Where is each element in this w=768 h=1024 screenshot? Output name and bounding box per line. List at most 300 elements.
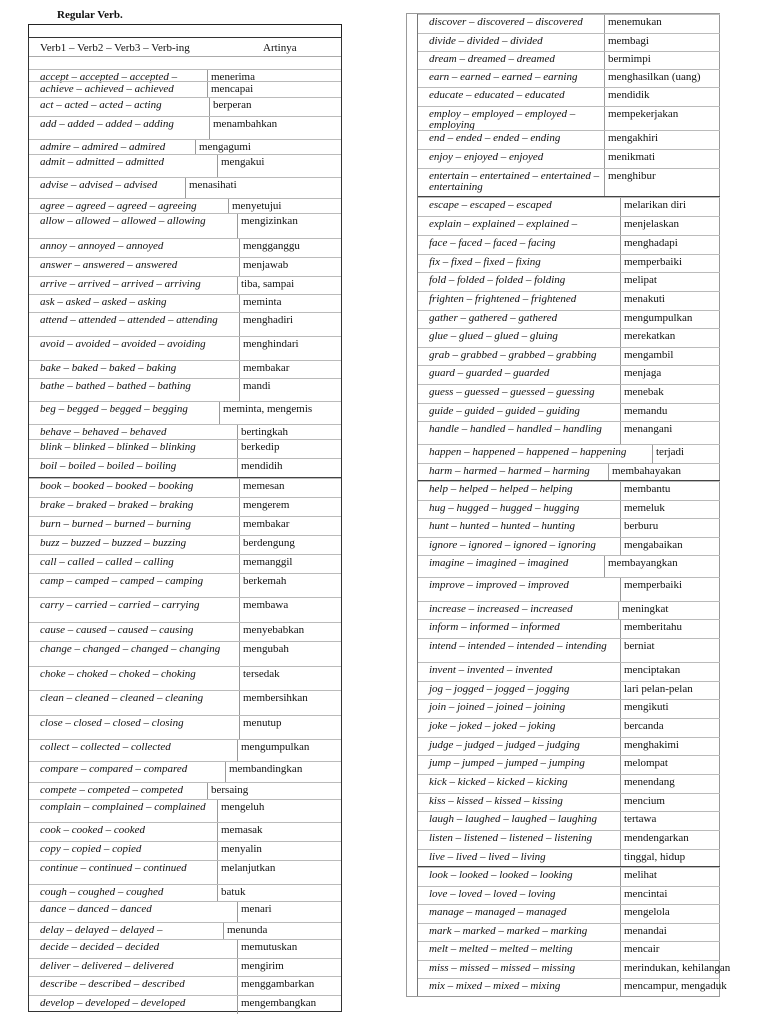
verb-forms: guide – guided – guided – guiding	[429, 405, 580, 417]
verb-meaning: mengabaikan	[624, 539, 683, 551]
column-divider	[604, 169, 605, 198]
verb-forms: discover – discovered – discovered	[429, 16, 583, 28]
verb-meaning: mandi	[243, 380, 271, 392]
table-row	[29, 177, 341, 199]
table-row	[418, 310, 720, 329]
table-row	[29, 739, 341, 762]
column-divider	[620, 719, 621, 738]
table-row	[29, 597, 341, 623]
verb-meaning: mengubah	[243, 643, 289, 655]
verb-meaning: mengganggu	[243, 240, 300, 252]
verb-forms: compare – compared – compared	[40, 763, 188, 775]
verb-forms: describe – described – described	[40, 978, 185, 990]
table-row	[418, 481, 720, 501]
table-row	[418, 793, 720, 812]
verb-meaning: menjelaskan	[624, 218, 679, 230]
table-row	[29, 666, 341, 691]
verb-meaning: memesan	[243, 480, 285, 492]
table-row	[418, 403, 720, 422]
table-row	[418, 638, 720, 663]
column-divider	[239, 691, 240, 716]
table-row	[29, 139, 341, 155]
verb-meaning: mendidih	[241, 460, 283, 472]
verb-meaning: bertingkah	[241, 426, 289, 438]
table-row	[29, 535, 341, 555]
table-row	[29, 497, 341, 517]
verb-meaning: memperbaiki	[624, 579, 683, 591]
verb-meaning: menendang	[624, 776, 675, 788]
verb-meaning: menciptakan	[624, 664, 681, 676]
column-divider	[239, 337, 240, 361]
column-divider	[225, 762, 226, 783]
table-row	[418, 347, 720, 366]
verb-meaning: lari pelan-pelan	[624, 683, 693, 695]
verb-forms: burn – burned – burned – burning	[40, 518, 191, 530]
verb-meaning: memeluk	[624, 502, 665, 514]
column-divider	[237, 277, 238, 295]
table-row	[418, 662, 720, 682]
table-row	[418, 555, 720, 578]
table-row	[418, 14, 720, 34]
column-divider	[239, 536, 240, 555]
verb-meaning: membandingkan	[229, 763, 303, 775]
verb-forms: carry – carried – carried – carrying	[40, 599, 200, 611]
table-row	[418, 130, 720, 150]
verb-meaning: menghadiri	[243, 314, 294, 326]
verb-meaning: mengambil	[624, 349, 674, 361]
column-divider	[239, 379, 240, 402]
verb-forms: develop – developed – developed	[40, 997, 186, 1009]
table-row	[29, 360, 341, 379]
table-row	[29, 976, 341, 996]
verb-forms: jump – jumped – jumped – jumping	[429, 757, 585, 769]
column-divider	[604, 52, 605, 70]
verb-forms: book – booked – booked – booking	[40, 480, 194, 492]
table-row	[418, 444, 720, 464]
table-row	[29, 958, 341, 977]
verb-forms: enjoy – enjoyed – enjoyed	[429, 151, 544, 163]
verb-meaning: mengumpulkan	[624, 312, 693, 324]
group-divider	[418, 866, 720, 867]
table-row	[418, 500, 720, 519]
verb-meaning: menghadapi	[624, 237, 678, 249]
table-row	[29, 939, 341, 959]
verb-forms: annoy – annoyed – annoyed	[40, 240, 164, 252]
title-underline-box	[28, 24, 342, 38]
table-row	[29, 312, 341, 337]
column-divider	[604, 34, 605, 52]
verb-meaning: menyalin	[221, 843, 262, 855]
verb-forms: inform – informed – informed	[429, 621, 560, 633]
table-row	[418, 149, 720, 169]
table-row	[418, 960, 731, 979]
column-divider	[620, 738, 621, 756]
verb-forms: glue – glued – glued – gluing	[429, 330, 558, 342]
column-divider	[620, 255, 621, 273]
column-divider	[620, 682, 621, 700]
table-row	[29, 715, 341, 740]
verb-meaning: menggambarkan	[241, 978, 315, 990]
column-divider	[618, 602, 619, 620]
column-divider	[239, 361, 240, 379]
verb-meaning: membayangkan	[608, 557, 678, 569]
verb-meaning: memutuskan	[241, 941, 298, 953]
column-divider	[620, 217, 621, 236]
verb-forms: camp – camped – camped – camping	[40, 575, 204, 587]
verb-forms: compete – competed – competed	[40, 784, 183, 796]
verb-meaning: menyebabkan	[243, 624, 305, 636]
verb-meaning: mengelola	[624, 906, 670, 918]
verb-meaning: mengerem	[243, 499, 290, 511]
column-divider	[209, 98, 210, 117]
verb-forms: clean – cleaned – cleaned – cleaning	[40, 692, 204, 704]
column-divider	[620, 578, 621, 602]
table-row	[29, 257, 341, 277]
column-divider	[219, 402, 220, 425]
column-divider	[604, 107, 605, 131]
column-divider	[207, 783, 208, 800]
header-forms: Verb1 – Verb2 – Verb3 – Verb-ing	[40, 42, 190, 54]
verb-forms: joke – joked – joked – joking	[429, 720, 556, 732]
verb-meaning: menyetujui	[232, 200, 282, 212]
column-divider	[620, 942, 621, 961]
column-divider	[620, 404, 621, 422]
column-divider	[239, 479, 240, 498]
verb-meaning: bersaing	[211, 784, 249, 796]
verb-forms: bathe – bathed – bathed – bathing	[40, 380, 191, 392]
verb-forms: act – acted – acted – acting	[40, 99, 162, 111]
table-row	[29, 860, 341, 885]
verb-meaning: menghindari	[243, 338, 299, 350]
table-row	[418, 774, 720, 794]
verb-meaning: melompat	[624, 757, 668, 769]
verb-meaning: membahayakan	[612, 465, 682, 477]
verb-forms: educate – educated – educated	[429, 89, 565, 101]
column-divider	[237, 740, 238, 762]
verb-meaning: tersedak	[243, 668, 280, 680]
column-divider	[239, 642, 240, 667]
column-divider	[217, 842, 218, 861]
table-row	[418, 718, 720, 738]
verb-forms: admit – admitted – admitted	[40, 156, 165, 168]
column-divider	[237, 425, 238, 440]
table-row	[418, 577, 720, 602]
verb-meaning: menunda	[227, 924, 268, 936]
column-divider	[237, 996, 238, 1014]
verb-meaning: melanjutkan	[221, 862, 276, 874]
column-divider	[620, 348, 621, 366]
column-divider	[239, 295, 240, 313]
column-divider	[620, 236, 621, 255]
column-divider	[620, 501, 621, 519]
verb-meaning: memasak	[221, 824, 263, 836]
verb-forms: hunt – hunted – hunted – hunting	[429, 520, 576, 532]
verb-meaning: mengikuti	[624, 701, 669, 713]
header-meaning: Artinya	[263, 42, 297, 54]
column-divider	[237, 214, 238, 239]
table-row	[418, 941, 720, 961]
table-row	[29, 294, 341, 313]
verb-meaning: tertawa	[624, 813, 657, 825]
verb-meaning: menambahkan	[213, 118, 278, 130]
verb-forms: hug – hugged – hugged – hugging	[429, 502, 580, 514]
verb-forms: manage – managed – managed	[429, 906, 567, 918]
verb-forms: answer – answered – answered	[40, 259, 178, 271]
verb-forms: invent – invented – invented	[429, 664, 553, 676]
table-row	[29, 336, 341, 361]
table-row	[29, 116, 341, 140]
verb-meaning: menghasilkan (uang)	[608, 71, 701, 83]
column-divider	[207, 82, 208, 98]
column-divider	[620, 756, 621, 775]
verb-forms: cough – coughed – coughed	[40, 886, 164, 898]
group-divider	[418, 480, 720, 481]
verb-meaning: mempekerjakan	[608, 108, 679, 120]
verb-meaning: meminta, mengemis	[223, 403, 313, 415]
verb-forms: call – called – called – calling	[40, 556, 174, 568]
column-divider	[620, 961, 621, 979]
table-row	[29, 213, 341, 239]
verb-forms: join – joined – joined – joining	[429, 701, 566, 713]
table-row	[29, 198, 341, 214]
verb-meaning: mengeluh	[221, 801, 265, 813]
group-divider	[418, 196, 720, 197]
verb-meaning: merekatkan	[624, 330, 676, 342]
table-row	[29, 995, 341, 1014]
verb-forms: advise – advised – advised	[40, 179, 158, 191]
verb-meaning: berkedip	[241, 441, 280, 453]
table-row	[418, 87, 720, 107]
table-row	[418, 923, 720, 942]
verb-forms: avoid – avoided – avoided – avoiding	[40, 338, 206, 350]
verb-forms: live – lived – lived – living	[429, 851, 546, 863]
column-divider	[239, 716, 240, 740]
table-row	[418, 518, 720, 538]
table-row	[418, 755, 720, 775]
verb-meaning: menakuti	[624, 293, 665, 305]
verb-meaning: membantu	[624, 483, 671, 495]
table-row	[29, 799, 341, 823]
table-row	[29, 458, 341, 479]
table-row	[29, 401, 341, 425]
verb-meaning: berkemah	[243, 575, 287, 587]
verb-forms: explain – explained – explained –	[429, 218, 578, 230]
verb-meaning: mencapai	[211, 83, 254, 95]
verb-meaning: terjadi	[656, 446, 685, 458]
verb-meaning: menari	[241, 903, 272, 915]
verb-forms: copy – copied – copied	[40, 843, 142, 855]
column-divider	[237, 959, 238, 977]
verb-forms: ask – asked – asked – asking	[40, 296, 167, 308]
column-divider	[620, 812, 621, 831]
verb-meaning: menangani	[624, 423, 673, 435]
column-divider	[239, 517, 240, 536]
column-divider	[237, 459, 238, 479]
column-divider	[239, 258, 240, 277]
verb-forms: listen – listened – listened – listening	[429, 832, 593, 844]
verb-forms: cook – cooked – cooked	[40, 824, 146, 836]
verb-forms: gather – gathered – gathered	[429, 312, 558, 324]
verb-meaning: melipat	[624, 274, 657, 286]
verb-meaning: mencampur, mengaduk	[624, 980, 727, 992]
column-divider	[217, 885, 218, 902]
column-divider	[239, 667, 240, 691]
verb-meaning: berburu	[624, 520, 659, 532]
verb-forms: guard – guarded – guarded	[429, 367, 550, 379]
verb-meaning: mendidik	[608, 89, 650, 101]
table-row	[418, 51, 720, 70]
table-row	[418, 168, 720, 198]
verb-forms: collect – collected – collected	[40, 741, 171, 753]
column-divider	[604, 556, 605, 578]
page-title: Regular Verb.	[57, 9, 123, 21]
column-divider	[217, 823, 218, 842]
verb-forms: kiss – kissed – kissed – kissing	[429, 795, 563, 807]
column-divider	[195, 140, 196, 155]
verb-forms: handle – handled – handled – handling	[429, 423, 602, 435]
verb-forms: choke – choked – choked – choking	[40, 668, 196, 680]
verb-forms: fold – folded – folded – folding	[429, 274, 566, 286]
table-row	[418, 737, 720, 756]
verb-meaning: menjawab	[243, 259, 289, 271]
table-row	[29, 782, 341, 800]
column-divider	[620, 924, 621, 942]
verb-forms: help – helped – helped – helping	[429, 483, 573, 495]
verb-meaning: merindukan, kehilangan	[624, 962, 731, 974]
column-divider	[620, 366, 621, 385]
verb-meaning: menerima	[211, 71, 255, 83]
verb-forms: arrive – arrived – arrived – arriving	[40, 278, 201, 290]
verb-meaning: menghibur	[608, 170, 656, 182]
column-divider	[604, 70, 605, 88]
table-row	[418, 886, 720, 905]
verb-meaning: batuk	[221, 886, 246, 898]
verb-meaning: menasihati	[189, 179, 237, 191]
column-divider	[239, 574, 240, 598]
verb-forms: beg – begged – begged – begging	[40, 403, 188, 415]
verb-forms: employ – employed – employed – employing	[429, 108, 576, 131]
left-verb-table	[28, 37, 342, 1012]
verb-meaning: menjaga	[624, 367, 662, 379]
table-row	[418, 254, 720, 273]
verb-forms: improve – improved – improved	[429, 579, 569, 591]
table-row	[418, 216, 720, 236]
table-row	[418, 235, 720, 255]
column-divider	[237, 440, 238, 459]
verb-meaning: tinggal, hidup	[624, 851, 686, 863]
verb-forms: ignore – ignored – ignored – ignoring	[429, 539, 596, 551]
table-row	[418, 699, 720, 719]
table-row	[418, 384, 720, 404]
verb-forms: grab – grabbed – grabbed – grabbing	[429, 349, 597, 361]
column-divider	[228, 199, 229, 214]
verb-forms: continue – continued – continued	[40, 862, 187, 874]
column-divider	[239, 239, 240, 258]
column-divider	[239, 598, 240, 623]
verb-forms: happen – happened – happened – happening	[429, 446, 627, 458]
table-row	[29, 238, 341, 258]
column-divider	[217, 861, 218, 885]
verb-forms: brake – braked – braked – braking	[40, 499, 194, 511]
verb-meaning: mencium	[624, 795, 665, 807]
table-row	[418, 328, 720, 348]
verb-forms: dance – danced – danced	[40, 903, 152, 915]
verb-forms: escape – escaped – escaped	[429, 199, 552, 211]
verb-forms: harm – harmed – harmed – harming	[429, 465, 590, 477]
verb-meaning: bermimpi	[608, 53, 651, 65]
column-divider	[237, 940, 238, 959]
column-divider	[237, 902, 238, 923]
verb-forms: look – looked – looked – looking	[429, 869, 573, 881]
column-divider	[620, 905, 621, 924]
verb-forms: kick – kicked – kicked – kicking	[429, 776, 568, 788]
table-header	[29, 38, 341, 57]
table-row	[29, 424, 341, 440]
table-row	[418, 106, 720, 131]
column-divider	[620, 887, 621, 905]
column-divider	[217, 800, 218, 823]
verb-meaning: memberitahu	[624, 621, 683, 633]
verb-forms: end – ended – ended – ending	[429, 132, 561, 144]
verb-meaning: menebak	[624, 386, 664, 398]
verb-meaning: mengagumi	[199, 141, 251, 153]
verb-forms: divide – divided – divided	[429, 35, 543, 47]
verb-meaning: melihat	[624, 869, 657, 881]
column-divider	[620, 979, 621, 997]
verb-forms: add – added – added – adding	[40, 118, 174, 130]
table-row	[29, 378, 341, 402]
table-row	[29, 901, 341, 923]
verb-forms: imagine – imagined – imagined	[429, 557, 569, 569]
verb-forms: fix – fixed – fixed – fixing	[429, 256, 541, 268]
verb-forms: boil – boiled – boiled – boiling	[40, 460, 177, 472]
table-row	[29, 622, 341, 642]
verb-meaning: mengumpulkan	[241, 741, 310, 753]
verb-meaning: mencair	[624, 943, 660, 955]
column-divider	[620, 385, 621, 404]
table-row	[29, 554, 341, 574]
verb-meaning: membawa	[243, 599, 289, 611]
verb-forms: melt – melted – melted – melting	[429, 943, 573, 955]
verb-forms: close – closed – closed – closing	[40, 717, 184, 729]
verb-forms: blink – blinked – blinked – blinking	[40, 441, 196, 453]
table-row	[418, 601, 720, 620]
column-divider	[604, 131, 605, 150]
column-divider	[620, 482, 621, 501]
column-divider	[209, 117, 210, 140]
table-row	[418, 904, 720, 924]
verb-meaning: berniat	[624, 640, 655, 652]
verb-forms: entertain – entertained – entertained – entertaining	[429, 170, 600, 193]
verb-meaning: mengizinkan	[241, 215, 298, 227]
verb-meaning: membakar	[243, 518, 290, 530]
verb-meaning: mengirim	[241, 960, 284, 972]
column-divider	[620, 639, 621, 663]
column-divider	[620, 422, 621, 445]
verb-forms: intend – intended – intended – intending	[429, 640, 607, 652]
verb-meaning: mengembangkan	[241, 997, 317, 1009]
table-row	[418, 69, 720, 88]
column-divider	[239, 313, 240, 337]
table-row	[29, 516, 341, 536]
verb-forms: love – loved – loved – loving	[429, 888, 556, 900]
verb-forms: mix – mixed – mixed – mixing	[429, 980, 561, 992]
verb-forms: attend – attended – attended – attending	[40, 314, 218, 326]
column-divider	[620, 198, 621, 217]
verb-forms: guess – guessed – guessed – guessing	[429, 386, 595, 398]
table-row	[418, 197, 720, 217]
verb-meaning: mencintai	[624, 888, 668, 900]
